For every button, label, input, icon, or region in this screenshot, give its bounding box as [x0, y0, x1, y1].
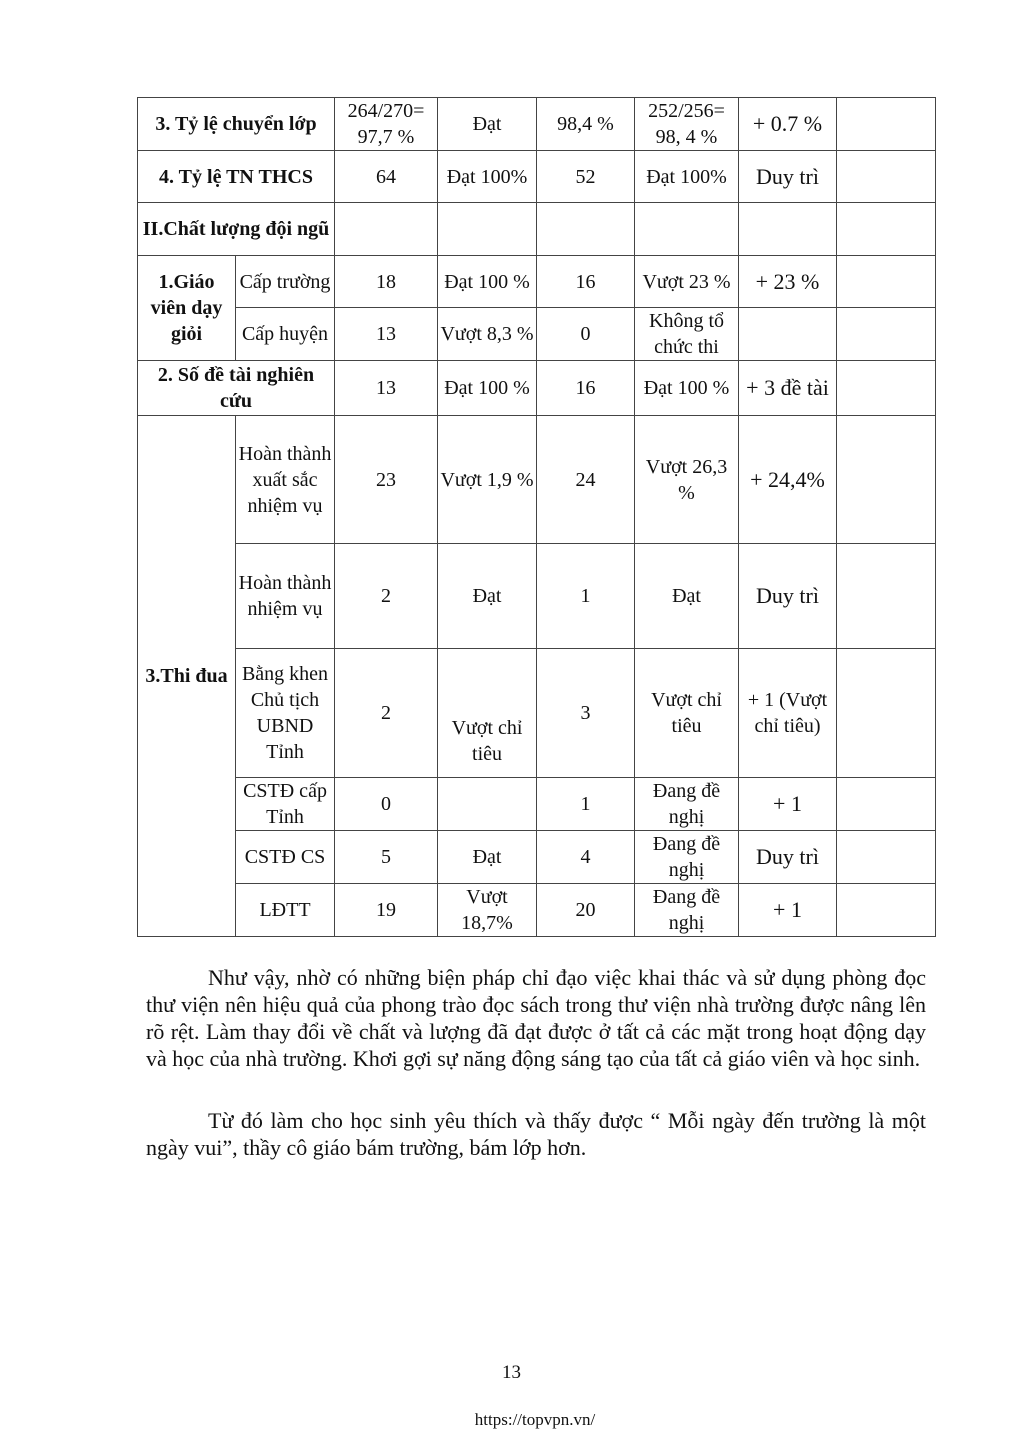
body-paragraph: Như vậy, nhờ có những biện pháp chỉ đạo việc khai thác và sử dụng phòng đọc thư viện nên hiệu quả của phong trào đọc sách trong thư viện nhà trường được nâng lên rõ rệt. Làm thay đổi về chất và lượng đã đạt được ở tất cả các mặt trong hoạt động dạy và học của nhà trường. Khơi gợi sự năng động sáng tạo của tất cả giáo viên và học sinh.	[146, 965, 926, 1071]
table-cell: Vượt 8,3 %	[438, 308, 537, 361]
table-cell	[438, 203, 537, 256]
table-cell: + 3 đề tài	[739, 361, 837, 416]
table-cell: Đang đề nghị	[635, 778, 739, 831]
table-cell: 64	[335, 151, 438, 203]
table-cell	[537, 203, 635, 256]
table-cell	[335, 203, 438, 256]
table-cell: 0	[537, 308, 635, 361]
table-cell: CSTĐ cấp Tỉnh	[236, 778, 335, 831]
table-cell: 1	[537, 544, 635, 649]
table-cell: + 1 (Vượt chỉ tiêu)	[739, 649, 837, 778]
table-cell	[837, 308, 936, 361]
table-cell: Vượt chỉ tiêu	[635, 649, 739, 778]
table-cell: 3. Tỷ lệ chuyển lớp	[138, 98, 335, 151]
table-cell: 20	[537, 884, 635, 937]
table-cell: Hoàn thành xuất sắc nhiệm vụ	[236, 416, 335, 544]
table-cell: 23	[335, 416, 438, 544]
table-row	[138, 544, 936, 649]
table-row	[138, 649, 936, 778]
table-cell: 1	[537, 778, 635, 831]
table-cell: Đạt 100 %	[438, 256, 537, 308]
table-cell	[837, 416, 936, 544]
table-cell	[837, 203, 936, 256]
table-cell	[837, 98, 936, 151]
table-cell: LĐTT	[236, 884, 335, 937]
table-cell	[837, 649, 936, 778]
table-cell: Không tổ chức thi	[635, 308, 739, 361]
table-cell	[739, 308, 837, 361]
table-cell	[438, 778, 537, 831]
table-cell: Đạt	[438, 544, 537, 649]
table-cell: + 0.7 %	[739, 98, 837, 151]
table-cell: 4. Tỷ lệ TN THCS	[138, 151, 335, 203]
table-cell	[837, 151, 936, 203]
page-number: 13	[502, 1362, 521, 1383]
table-row	[138, 151, 936, 203]
table-cell: + 24,4%	[739, 416, 837, 544]
table-cell: Đạt 100 %	[438, 361, 537, 416]
table-cell: 264/270= 97,7 %	[335, 98, 438, 151]
table-cell: 1.Giáo viên dạy giỏi	[138, 256, 236, 361]
table-row	[138, 884, 936, 937]
table-cell: 2	[335, 649, 438, 778]
table-row	[138, 778, 936, 831]
table-cell: Duy trì	[739, 151, 837, 203]
table-cell: Vượt chỉ tiêu	[438, 649, 537, 778]
table-cell	[837, 778, 936, 831]
table-cell: 16	[537, 256, 635, 308]
table-cell	[837, 884, 936, 937]
table-cell: 252/256= 98, 4 %	[635, 98, 739, 151]
table-cell: Đang đề nghị	[635, 831, 739, 884]
table-cell: Duy trì	[739, 544, 837, 649]
table-cell: Đạt	[438, 98, 537, 151]
table-cell: Vượt 1,9 %	[438, 416, 537, 544]
table-cell	[635, 203, 739, 256]
table-cell: Đạt 100%	[438, 151, 537, 203]
table-cell: 24	[537, 416, 635, 544]
table-cell: Cấp trường	[236, 256, 335, 308]
table-cell: 5	[335, 831, 438, 884]
table-cell: 2. Số đề tài nghiên cứu	[138, 361, 335, 416]
table-cell: 19	[335, 884, 438, 937]
table-cell: II.Chất lượng đội ngũ	[138, 203, 335, 256]
table-cell: 52	[537, 151, 635, 203]
table-cell: Đạt 100%	[635, 151, 739, 203]
table-cell: Vượt 18,7%	[438, 884, 537, 937]
table-cell: 2	[335, 544, 438, 649]
table-cell: + 1	[739, 778, 837, 831]
table-cell: 4	[537, 831, 635, 884]
table-cell: Đạt 100 %	[635, 361, 739, 416]
table-cell: 18	[335, 256, 438, 308]
results-table	[137, 97, 936, 937]
footer-url: https://topvpn.vn/	[474, 1410, 596, 1429]
table-cell: Hoàn thành nhiệm vụ	[236, 544, 335, 649]
table-cell: Cấp huyện	[236, 308, 335, 361]
table-cell: Đạt	[635, 544, 739, 649]
table-row	[138, 256, 936, 308]
table-cell: + 1	[739, 884, 837, 937]
body-paragraph: Từ đó làm cho học sinh yêu thích và thấy được “ Mỗi ngày đến trường là một ngày vui”, thầy cô giáo bám trường, bám lớp hơn.	[146, 1108, 926, 1160]
table-cell	[837, 256, 936, 308]
table-cell	[837, 361, 936, 416]
table-cell	[837, 544, 936, 649]
table-row	[138, 831, 936, 884]
table-cell: Bằng khen Chủ tịch UBND Tỉnh	[236, 649, 335, 778]
table-row	[138, 361, 936, 416]
table-cell: 3.Thi đua	[138, 416, 236, 937]
table-row	[138, 203, 936, 256]
table-cell: + 23 %	[739, 256, 837, 308]
table-cell: 13	[335, 308, 438, 361]
table-cell: Đang đề nghị	[635, 884, 739, 937]
table-cell: Vượt 23 %	[635, 256, 739, 308]
table-row	[138, 98, 936, 151]
table-cell: 98,4 %	[537, 98, 635, 151]
table-cell: Vượt 26,3 %	[635, 416, 739, 544]
table-cell: 0	[335, 778, 438, 831]
table-cell: 3	[537, 649, 635, 778]
table-row	[138, 416, 936, 544]
table-row	[138, 308, 936, 361]
table-cell: CSTĐ CS	[236, 831, 335, 884]
table-cell: Duy trì	[739, 831, 837, 884]
table-cell: 13	[335, 361, 438, 416]
table-cell	[739, 203, 837, 256]
table-cell	[837, 831, 936, 884]
table-cell: Đạt	[438, 831, 537, 884]
table-cell: 16	[537, 361, 635, 416]
